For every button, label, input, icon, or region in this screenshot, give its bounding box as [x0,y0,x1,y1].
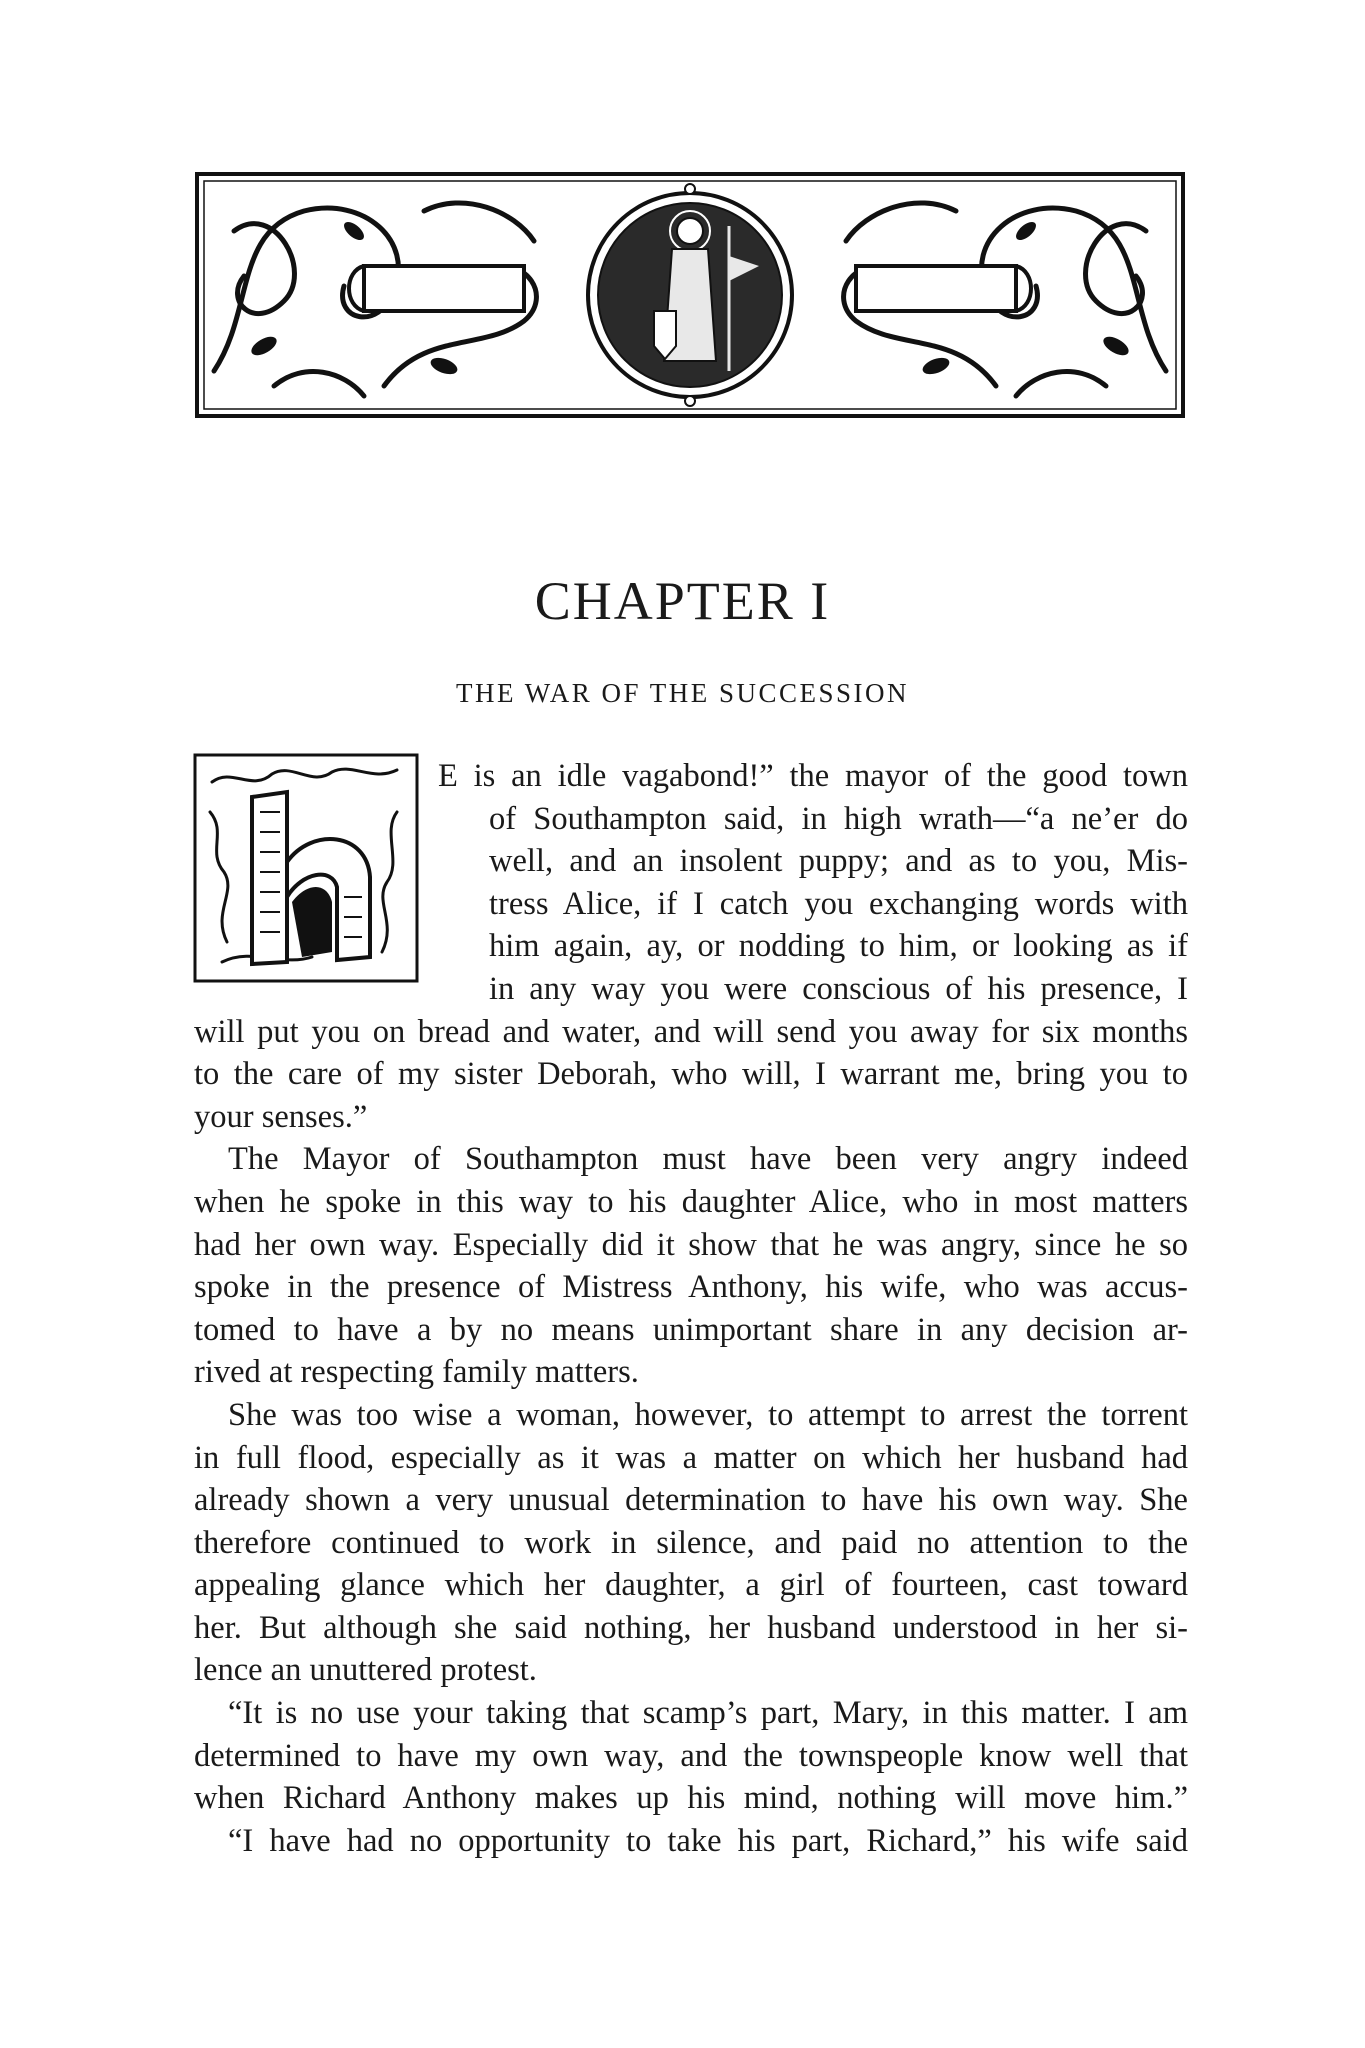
body-text [194,755,1188,1862]
text-line: will put you on bread and water, and will send you away for six months [194,1013,1188,1050]
chapter-title: CHAPTER I [534,571,831,631]
text-line: of Southampton said, in high wrath—“a ne’er do [489,800,1188,837]
text-line: him again, ay, or nodding to him, or looking as if [489,928,1188,965]
text-line: therefore continued to work in silence, and paid no attention to the [194,1524,1188,1561]
text-line: had her own way. Especially did it show that he was angry, since he so [194,1226,1188,1263]
text-line: lence an unuttered protest. [194,1652,537,1689]
text-line: determined to have my own way, and the townspeople know well that [194,1737,1188,1774]
text-line: when Richard Anthony makes up his mind, nothing will move him.” [194,1780,1188,1817]
chapter-subtitle: THE WAR OF THE SUCCESSION [455,678,910,708]
text-line: The Mayor of Southampton must have been very angry indeed [228,1141,1188,1178]
text-line: when he spoke in this way to his daughter Alice, who in most matters [194,1183,1188,1220]
text-line: appealing glance which her daughter, a girl of fourteen, cast toward [194,1567,1188,1604]
text-line: “It is no use your taking that scamp’s part, Mary, in this matter. I am [228,1695,1188,1732]
text-line: She was too wise a woman, however, to attempt to arrest the torrent [228,1396,1188,1433]
text-line: tomed to have a by no means unimportant share in any decision ar- [194,1311,1188,1348]
text-line: already shown a very unusual determination to have his own way. She [194,1482,1188,1519]
text-line: tress Alice, if I catch you exchanging words with [489,885,1188,922]
ornamental-header-banner [194,171,1186,419]
text-line: rived at respecting family matters. [194,1354,639,1391]
text-line: to the care of my sister Deborah, who will, I warrant me, bring you to [194,1056,1188,1093]
text-line: in any way you were conscious of his presence, I [489,970,1188,1007]
text-line: in full flood, especially as it was a matter on which her husband had [194,1439,1188,1476]
text-line: “I have had no opportunity to take his part, Richard,” his wife said [228,1822,1188,1859]
text-line: your senses.” [194,1098,368,1135]
text-line: well, and an insolent puppy; and as to you, Mis- [489,843,1188,880]
text-line: her. But although she said nothing, her husband understood in her si- [194,1609,1188,1646]
text-line: spoke in the presence of Mistress Anthony, his wife, who was accus- [194,1269,1188,1306]
text-line: E is an idle vagabond!” the mayor of the good town [438,758,1188,794]
